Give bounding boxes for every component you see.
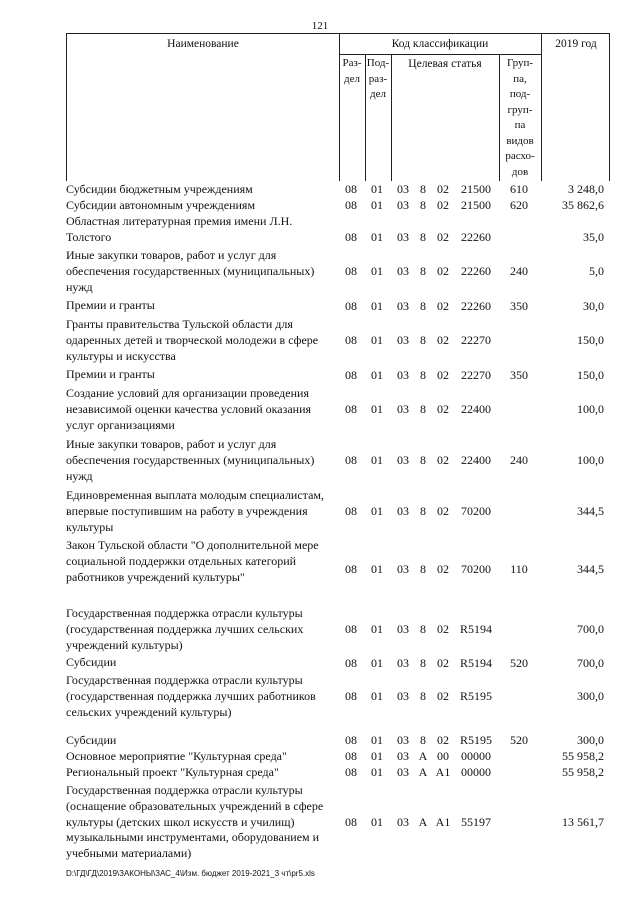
row-value: 55 958,2 xyxy=(562,765,604,780)
row-name: Региональный проект "Культурная среда" xyxy=(66,765,279,779)
row-name: Создание условий для организации проведения независимой оценки качества условий оказания услуг организациями xyxy=(66,386,312,432)
row-name: Премии и гранты xyxy=(66,367,155,381)
row-value: 300,0 xyxy=(577,689,604,704)
table-row: Государственная поддержка отрасли культуры (государственная поддержка лучших работников сельских учреждений культуры) 08 01 03 8 02 R5195 300,0 xyxy=(66,673,604,719)
row-value: 5,0 xyxy=(589,264,604,279)
row-value: 344,5 xyxy=(577,504,604,519)
table-row: Субсидии автономным учреждениям 08 01 03 8 02 21500 620 35 862,6 xyxy=(66,198,604,213)
row-name: Единовременная выплата молодым специалистам, впервые поступившим на работу в учреждения культуры xyxy=(66,488,324,534)
table-row: Областная литературная премия имени Л.Н. Толстого 08 01 03 8 02 22260 35,0 xyxy=(66,214,604,245)
row-value: 13 561,7 xyxy=(562,815,604,830)
file-path-footer: D:\ГД\ГД\2019\ЗАКОНЫ\ЗАС_4\Изм. бюджет 2019-2021_3 чт\pr5.xls xyxy=(66,869,315,878)
row-value: 344,5 xyxy=(577,562,604,577)
header-podrazdel: Под- раз- дел xyxy=(366,57,390,100)
row-name: Государственная поддержка отрасли культуры (оснащение образовательных учреждений в сфере культуры (детских школ искусств и училищ) музыкальными инструментами, оборудованием и учебными материалами) xyxy=(66,783,324,861)
row-name: Государственная поддержка отрасли культуры (государственная поддержка лучших сельских учреждений культуры) xyxy=(66,606,304,652)
row-value: 35,0 xyxy=(583,230,604,245)
row-value: 150,0 xyxy=(577,333,604,348)
table-row: Региональный проект "Культурная среда" 08 01 03 А А1 00000 55 958,2 xyxy=(66,765,604,780)
row-value: 55 958,2 xyxy=(562,749,604,764)
row-name: Премии и гранты xyxy=(66,298,155,312)
row-name: Государственная поддержка отрасли культуры (государственная поддержка лучших работников сельских учреждений культуры) xyxy=(66,673,316,719)
table-row: Субсидии 08 01 03 8 02 R5195 520 300,0 xyxy=(66,733,604,748)
table-row: Гранты правительства Тульской области для одаренных детей и творческой молодежи в сфере культуры и искусства 08 01 03 8 02 22270 150,0 xyxy=(66,317,604,363)
row-value: 100,0 xyxy=(577,453,604,468)
row-value: 300,0 xyxy=(577,733,604,748)
row-name: Иные закупки товаров, работ и услуг для обеспечения государственных (муниципальных) нужд xyxy=(66,248,315,294)
table-row: Государственная поддержка отрасли культуры (государственная поддержка лучших сельских учреждений культуры) 08 01 03 8 02 R5194 700,0 xyxy=(66,606,604,652)
row-name: Субсидии xyxy=(66,733,117,747)
row-name: Гранты правительства Тульской области для одаренных детей и творческой молодежи в сфере культуры и искусства xyxy=(66,317,319,363)
header-name: Наименование xyxy=(167,38,239,50)
row-name: Субсидии бюджетным учреждениям xyxy=(66,182,253,196)
table-row: Премии и гранты 08 01 03 8 02 22260 350 30,0 xyxy=(66,298,604,314)
table-row: Создание условий для организации проведения независимой оценки качества условий оказания услуг организациями 08 01 03 8 02 22400 100,0 xyxy=(66,386,604,432)
row-name: Закон Тульской области "О дополнительной мере социальной поддержки отдельных категорий работников учреждений культуры" xyxy=(66,538,319,584)
header-group: Груп- па, под- груп- па видов расхо- дов xyxy=(505,57,535,178)
table-row: Закон Тульской области "О дополнительной мере социальной поддержки отдельных категорий работников учреждений культуры" 08 01 03 8 02 70200 110 344,5 xyxy=(66,538,604,584)
header-razdel: Раз- дел xyxy=(342,57,362,85)
table-row: Иные закупки товаров, работ и услуг для обеспечения государственных (муниципальных) нужд 08 01 03 8 02 22400 240 100,0 xyxy=(66,437,604,483)
header-year: 2019 год xyxy=(555,38,597,50)
row-value: 30,0 xyxy=(583,299,604,314)
table-row: Субсидии бюджетным учреждениям 08 01 03 8 02 21500 610 3 248,0 xyxy=(66,182,604,197)
table-row: Субсидии 08 01 03 8 02 R5194 520 700,0 xyxy=(66,655,604,671)
row-name: Субсидии автономным учреждениям xyxy=(66,198,256,212)
table-row: Иные закупки товаров, работ и услуг для обеспечения государственных (муниципальных) нужд 08 01 03 8 02 22260 240 5,0 xyxy=(66,248,604,294)
row-name: Субсидии xyxy=(66,655,117,669)
row-value: 100,0 xyxy=(577,402,604,417)
table-row: Основное мероприятие "Культурная среда" 08 01 03 А 00 00000 55 958,2 xyxy=(66,749,604,764)
row-value: 700,0 xyxy=(577,622,604,637)
table-row: Государственная поддержка отрасли культуры (оснащение образовательных учреждений в сфере культуры (детских школ искусств и училищ) музыкальными инструментами, оборудованием и учебными материалами) 08 01 03 А А1 55197 13 561,7 xyxy=(66,783,604,861)
row-value: 150,0 xyxy=(577,368,604,383)
row-name: Основное мероприятие "Культурная среда" xyxy=(66,749,287,763)
table-row: Премии и гранты 08 01 03 8 02 22270 350 150,0 xyxy=(66,367,604,383)
row-value: 35 862,6 xyxy=(562,198,604,213)
row-name: Иные закупки товаров, работ и услуг для обеспечения государственных (муниципальных) нужд xyxy=(66,437,315,483)
header-code: Код классификации xyxy=(391,38,489,50)
row-value: 700,0 xyxy=(577,656,604,671)
row-value: 3 248,0 xyxy=(568,182,604,197)
page-number: 121 xyxy=(311,20,329,32)
table-body xyxy=(66,182,610,863)
row-name: Областная литературная премия имени Л.Н. Толстого xyxy=(66,214,293,244)
header-target: Целевая статья xyxy=(408,58,482,70)
table-row: Единовременная выплата молодым специалистам, впервые поступившим на работу в учреждения культуры 08 01 03 8 02 70200 344,5 xyxy=(66,488,604,534)
table-header xyxy=(66,33,610,181)
